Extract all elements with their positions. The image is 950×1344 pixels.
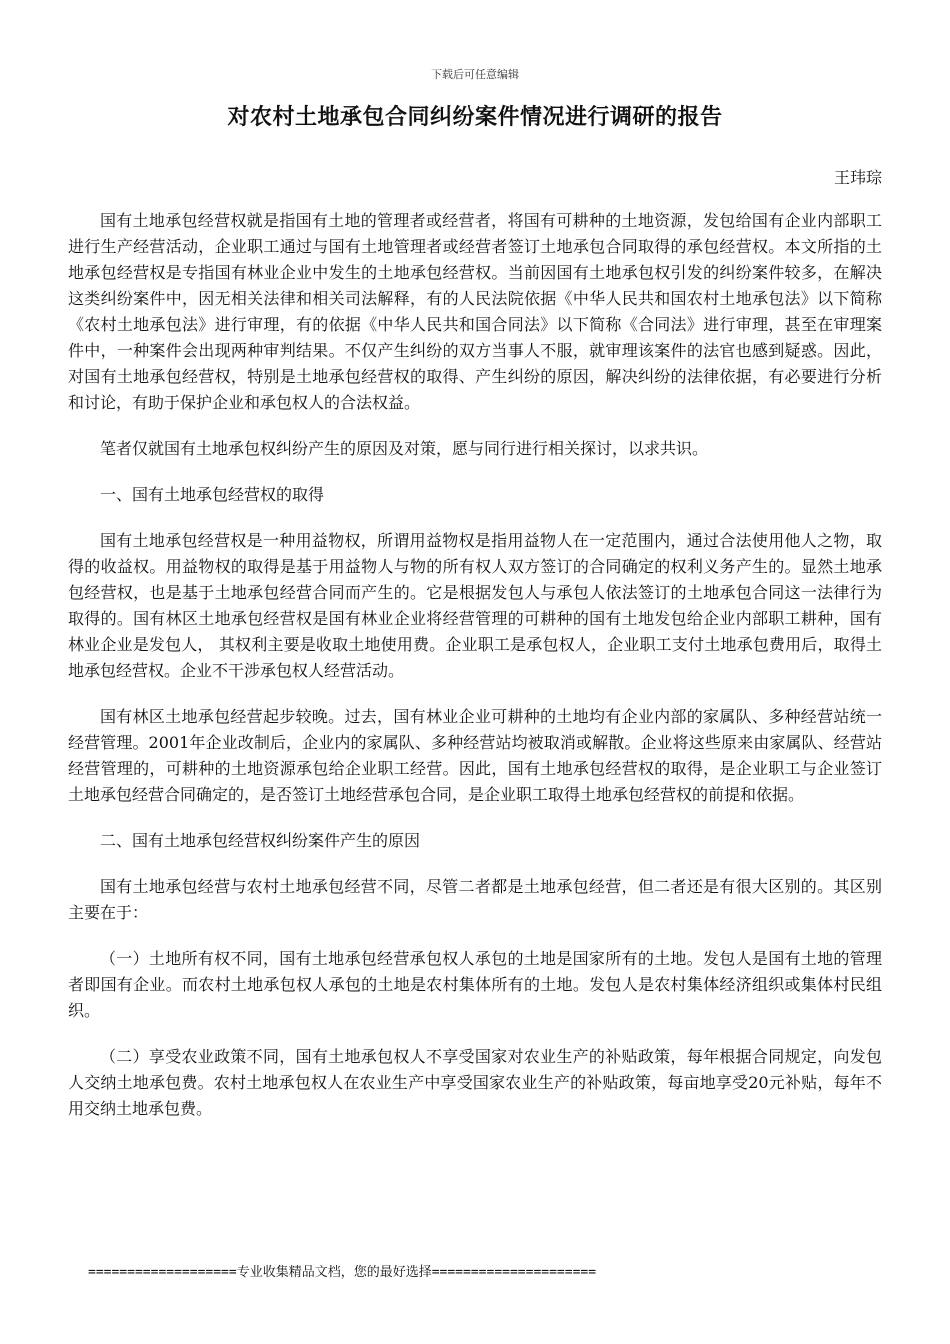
document-body (68, 208, 882, 1142)
section-heading-2: 二、国有土地承包经营权纠纷案件产生的原因 (100, 831, 421, 850)
header-note: 下载后可任意编辑 (431, 68, 519, 81)
paragraph-section2-intro: 国有土地承包经营与农村土地承包经营不同，尽管二者都是土地承包经营，但二者还是有很大区别的。其区别主要在于： (68, 877, 882, 922)
paragraph-purpose: 笔者仅就国有土地承包权纠纷产生的原因及对策，愿与同行进行相关探讨，以求共识。 (100, 439, 709, 458)
paragraph-intro: 国有土地承包经营权就是指国有土地的管理者或经营者，将国有可耕种的土地资源，发包给国有企业内部职工进行生产经营活动，企业职工通过与国有土地管理者或经营者签订土地承包合同取得的承包经营权。本文所指的土地承包经营权是专指国有林业企业中发生的土地承包经营权。当前因国有土地承包权引发的纠纷案件较多，在解决这类纠纷案件中，因无相关法律和相关司法解释，有的人民法院依据《中华人民共和国农村土地承包法》以下简称《农村土地承包法》进行审理，有的依据《中华人民共和国合同法》以下简称《合同法》进行审理，甚至在审理案件中，一种案件会出现两种审判结果。不仅产生纠纷的双方当事人不服，就审理该案件的法官也感到疑惑。因此，对国有土地承包经营权，特别是土地承包经营权的取得、产生纠纷的原因，解决纠纷的法律依据，有必要进行分析和讨论，有助于保护企业和承包权人的合法权益。 (68, 211, 882, 412)
paragraph-section2-point1: （一）土地所有权不同，国有土地承包经营承包权人承包的土地是国家所有的土地。发包人是国有土地的管理者即国有企业。而农村土地承包权人承包的土地是农村集体所有的土地。发包人是农村集体经济组织或集体村民组织。 (68, 949, 882, 1020)
author-name: 王玮琮 (833, 168, 882, 187)
paragraph-section1-b: 国有林区土地承包经营起步较晚。过去，国有林业企业可耕种的土地均有企业内部的家属队、多种经营站统一经营管理。2001年企业改制后，企业内的家属队、多种经营站均被取消或解散。企业将这些原来由家属队、经营站经营管理的，可耕种的土地资源承包给企业职工经营。因此，国有土地承包经营权的取得，是企业职工与企业签订土地承包经营合同确定的，是否签订土地经营承包合同，是企业职工取得土地承包经营权的前提和依据。 (68, 707, 882, 804)
footer-banner: ===================专业收集精品文档，您的最好选择===================== (88, 1265, 597, 1280)
section-heading-1: 一、国有土地承包经营权的取得 (100, 485, 325, 504)
paragraph-section1-a: 国有土地承包经营权是一种用益物权，所谓用益物权是指用益物人在一定范围内，通过合法使用他人之物，取得的收益权。用益物权的取得是基于用益物人与物的所有权人双方签订的合同确定的权利义务产生的。显然土地承包经营权，也是基于土地承包经营合同而产生的。它是根据发包人与承包人依法签订的土地承包合同这一法律行为取得的。国有林区土地承包经营权是国有林业企业将经营管理的可耕种的国有土地发包给企业内部职工耕种，国有林业企业是发包人， 其权利主要是收取土地使用费。企业职工是承包权人，企业职工支付土地承包费用后，取得土地承包经营权。企业不干涉承包权人经营活动。 (68, 531, 882, 680)
document-title: 对农村土地承包合同纠纷案件情况进行调研的报告 (227, 105, 723, 130)
paragraph-section2-point2: （二）享受农业政策不同，国有土地承包权人不享受国家对农业生产的补贴政策，每年根据合同规定，向发包人交纳土地承包费。农村土地承包权人在农业生产中享受国家农业生产的补贴政策，每亩地享受20元补贴，每年不用交纳土地承包费。 (68, 1047, 882, 1118)
